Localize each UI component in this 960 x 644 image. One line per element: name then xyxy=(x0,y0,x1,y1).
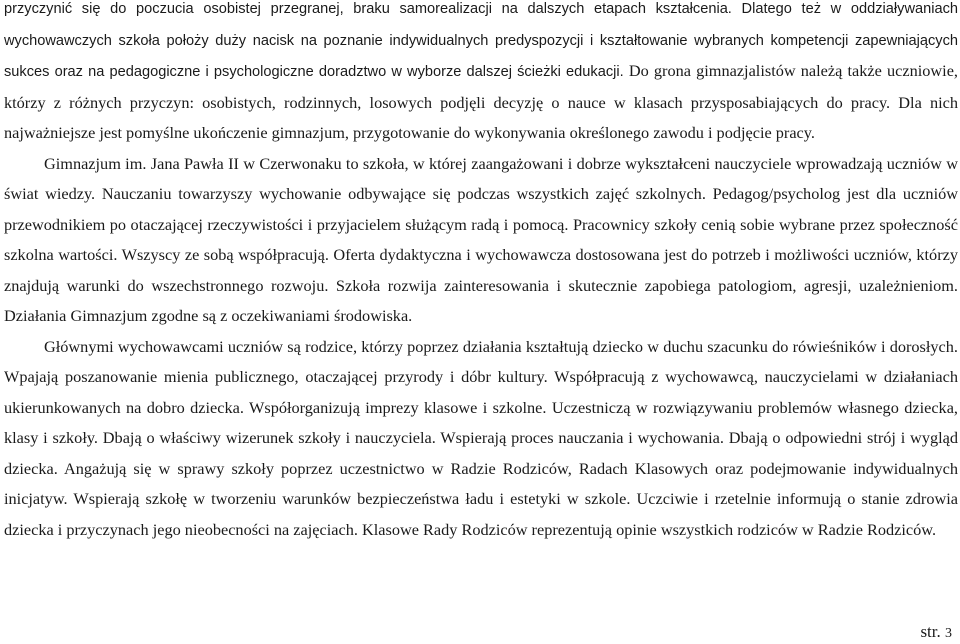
paragraph-1 xyxy=(4,0,958,149)
paragraph-2 xyxy=(4,149,958,332)
paragraph-2-text: Gimnazjum im. Jana Pawła II w Czerwonaku to szkoła, w której zaangażowani i dobrze wykształceni nauczyciele wprowadzają uczniów w świat wiedzy. Nauczaniu towarzyszy wychowanie odbywające się podczas wszystkich zajęć szkolnych. Pedagog/psycholog jest dla uczniów przewodnikiem po otaczającej rzeczywistości i przyjacielem służącym radą i pomocą. Pracownicy szkoły cenią sobie wybrane przez społeczność szkolna wartości. Wszyscy ze sobą współpracują. Oferta dydaktyczna i wychowawcza dostosowana jest do potrzeb i możliwości uczniów, którzy znajdują warunki do wszechstronnego rozwoju. Szkoła rozwija zainteresowania i skutecznie zapobiega patologiom, agresji, uzależnieniom. Działania Gimnazjum zgodne są z oczekiwaniami środowiska. xyxy=(4,153,958,325)
paragraph-3-text: Głównymi wychowawcami uczniów są rodzice, którzy poprzez działania kształtują dziecko w duchu szacunku do rówieśników i dorosłych. Wpajają poszanowanie mienia publicznego, otaczającej przyrody i dóbr kultury. Współpracują z wychowawcą, nauczycielami w działaniach ukierunkowanych na dobro dziecka. Współorganizują imprezy klasowe i szkolne. Uczestniczą w rozwiązywaniu problemów własnego dziecka, klasy i szkoły. Dbają o właściwy wizerunek szkoły i nauczyciela. Wspierają proces nauczania i wychowania. Dbają o odpowiedni strój i wygląd dziecka. Angażują się w sprawy szkoły poprzez uczestnictwo w Radzie Rodziców, Radach Klasowych oraz podejmowanie indywidualnych inicjatyw. Wspierają szkołę w tworzeniu warunków bezpieczeństwa ładu i estetyki w szkole. Uczciwie i rzetelnie informują o stanie zdrowia dziecka i przyczynach jego nieobecności na zajęciach. Klasowe Rady Rodziców reprezentują opinie wszystkich rodziców w Radzie Rodziców. xyxy=(4,336,958,539)
paragraph-1-serif-run: Do grona gimnazjalistów należą także uczniowie, którzy z różnych przyczyn: osobistych, rodzinnych, losowych podjęli decyzję o nauce w klasach przysposabiających do pracy. Dla nich najważniejsze jest pomyślne ukończenie gimnazjum, przygotowanie do wykonywania określonego zawodu i podjęcie pracy. xyxy=(4,61,959,142)
paragraph-1-sans-run: przyczynić się do poczucia osobistej przegranej, braku samorealizacji na dalszych etapach kształcenia. Dlatego też w oddziaływaniach wychowawczych szkoła położy duży nacisk na poznanie indywidualnych predyspozycji i kształtowanie wybranych kompetencji zapewniających sukces oraz na pedagogiczne i psychologiczne doradztwo w wyborze dalszej ścieżki edukacji. xyxy=(4,1,958,80)
page-number xyxy=(920,622,952,644)
paragraph-3 xyxy=(4,332,958,546)
page-number-prefix: str. xyxy=(920,622,941,641)
document-page xyxy=(4,0,958,545)
page-number-value: 3 xyxy=(945,626,952,641)
